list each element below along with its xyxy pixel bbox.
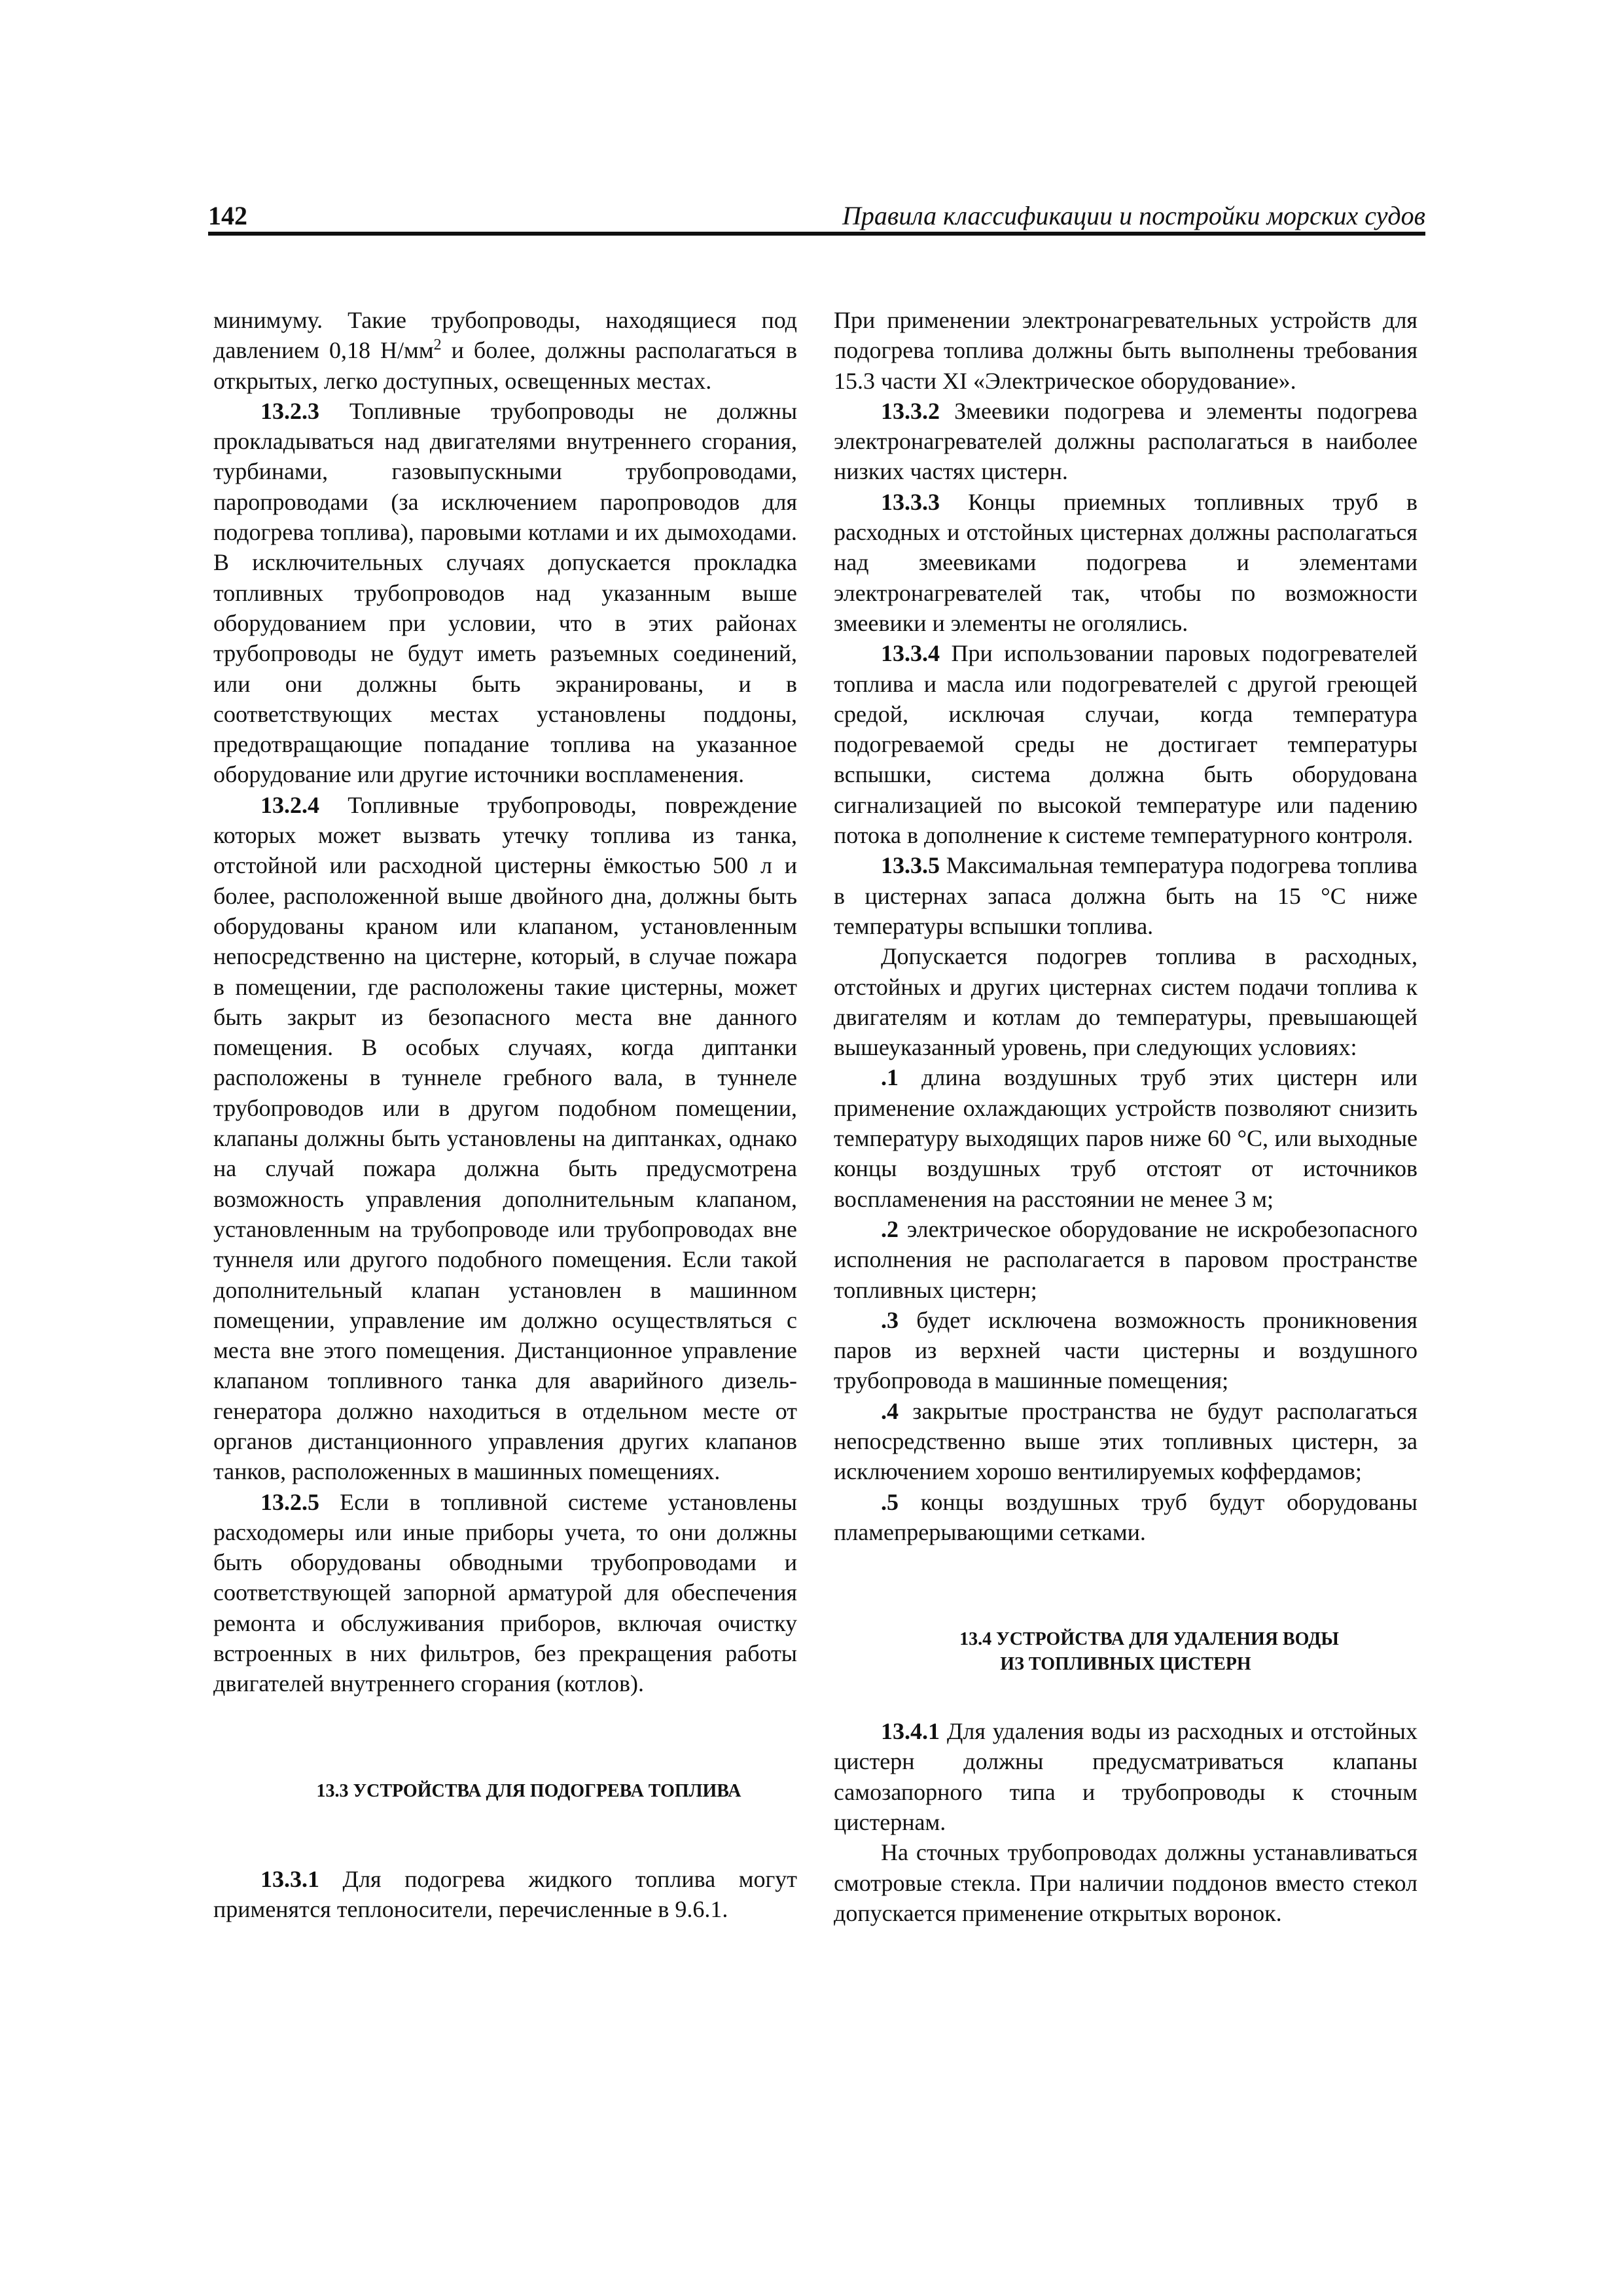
paragraph-text: Для удаления воды из расходных и отстойных цистерн должны предусматриваться клапаны самозапорного типа и трубопроводы к сточным цистернам.: [834, 1718, 1418, 1836]
page-number: 142: [208, 201, 247, 230]
clause-number: 13.3.5: [881, 852, 940, 879]
item-number: .4: [881, 1397, 899, 1424]
clause-number: 13.2.4: [260, 791, 319, 818]
paragraph-text: Топливные трубопроводы, повреждение которых может вызвать утечку топлива из танка, отстойной или расходной цистерны ёмкостью 500 л и более, расположенной выше двойного дна, должны быть оборудованы краном или клапаном, установленным непосредственно на цистерне, который, в случае пожара в помещении, где расположены такие цистерны, может быть закрыт из безопасного места вне данного помещения. В особых случаях, когда диптанки расположены в туннеле гребного вала, в туннеле трубопроводов или в другом подобном помещении, клапаны должны быть установлены на диптанках, однако на случай пожара должна быть предусмотрена возможность управления дополнительным клапаном, установленным на трубопроводе или трубопроводах вне туннеля или другого подобного помещения. Если такой дополнительный клапан установлен в машинном помещении, управление им должно осуществляться с места вне этого помещения. Дистанционное управление клапаном топливного танка для аварийного дизель-генератора должно находиться в отдельном месте от органов дистанционного управления других клапанов танков, расположенных в машинных помещениях.: [213, 791, 797, 1485]
clause-number: 13.3.3: [881, 488, 940, 515]
clause-number: 13.2.5: [260, 1488, 319, 1515]
paragraph-text: Змеевики подогрева и элементы подогрева электронагревателей должны располагаться в наиболее низких частях цистерн.: [834, 397, 1418, 485]
paragraph-continuation: [213, 305, 797, 396]
clause-number: 13.3.4: [881, 640, 940, 667]
paragraph-text: и более, должны располагаться в открытых, легко доступных, освещенных местах.: [213, 337, 797, 394]
clause-number: 13.3.1: [260, 1865, 319, 1892]
list-item-4: [834, 1396, 1418, 1487]
heading-line-1: 13.4 УСТРОЙСТВА ДЛЯ УДАЛЕНИЯ ВОДЫ: [959, 1629, 1339, 1650]
item-number: .3: [881, 1306, 899, 1333]
clause-number: 13.4.1: [881, 1718, 940, 1745]
paragraph-text: Для подогрева жидкого топлива могут применятся теплоносители, перечисленные в 9.6.1.: [213, 1865, 797, 1922]
paragraph-13-2-3: [213, 396, 797, 790]
paragraph-13-2-4: [213, 790, 797, 1487]
page-header: [208, 200, 1425, 236]
section-heading-13-4: [834, 1627, 1418, 1677]
superscript: 2: [433, 336, 442, 354]
item-text: будет исключена возможность проникновения паров из верхней части цистерны и воздушного трубопровода в машинные помещения;: [834, 1306, 1418, 1394]
item-text: длина воздушных труб этих цистерн или применение охлаждающих устройств позволяют снизить температуру выходящих паров ниже 60 °С, или выходные концы воздушных труб отстоят от источников воспламенения на расстоянии не менее 3 м;: [834, 1064, 1418, 1212]
paragraph-conditions: Допускается подогрев топлива в расходных, отстойных и других цистернах систем подачи топлива к двигателям и котлам до температуры, превышающей вышеуказанный уровень, при следующих условиях:: [834, 943, 1418, 1061]
paragraph-text: При использовании паровых подогревателей топлива и масла или подогревателей с другой греющей средой, исключая случаи, когда температура подогреваемой среды не достигает температуры вспышки, система должна быть оборудована сигнализацией по высокой температуре или падению потока в дополнение к системе температурного контроля.: [834, 640, 1418, 849]
paragraph-13-3-3: [834, 487, 1418, 638]
clause-number: 13.3.2: [881, 397, 940, 424]
paragraph-13-4-1: [834, 1716, 1418, 1837]
paragraph-text: Концы приемных топливных труб в расходных и отстойных цистернах должны располагаться над змеевиками подогрева и элементами электронагревателей так, чтобы по возможности змеевики и элементы не оголялись.: [834, 488, 1418, 636]
paragraph-text: Если в топливной системе установлены расходомеры или иные приборы учета, то они должны быть оборудованы обводными трубопроводами и соответствующей запорной арматурой для обеспечения ремонта и обслуживания приборов, включая очистку встроенных в них фильтров, без прекращения работы двигателей внутреннего сгорания (котлов).: [213, 1488, 797, 1697]
paragraph-13-3-1: [213, 1864, 797, 1925]
paragraph-text: минимуму. Такие трубопроводы, находящиеся под давлением 0,18 Н/мм: [213, 307, 797, 364]
item-number: .5: [881, 1488, 899, 1515]
item-number: .2: [881, 1215, 899, 1242]
paragraph-sight-glasses: На сточных трубопроводах должны устанавливаться смотровые стекла. При наличии поддонов вместо стекол допускается применение открытых воронок.: [834, 1839, 1418, 1926]
list-item-3: [834, 1305, 1418, 1396]
section-heading-13-3: 13.3 УСТРОЙСТВА ДЛЯ ПОДОГРЕВА ТОПЛИВА: [316, 1780, 741, 1801]
paragraph-continuation: При применении электронагревательных устройств для подогрева топлива должны быть выполнены требования 15.3 части XI «Электрическое оборудование».: [834, 307, 1418, 394]
item-number: .1: [881, 1064, 899, 1091]
running-title: Правила классификации и постройки морских судов: [842, 201, 1425, 230]
list-item-1: [834, 1062, 1418, 1213]
paragraph-text: Топливные трубопроводы не должны прокладываться над двигателями внутреннего сгорания, турбинами, газовыпускными трубопроводами, паропроводами (за исключением паропроводов для подогрева топлива), паровыми котлами и их дымоходами. В исключительных случаях допускается прокладка топливных трубопроводов над указанным выше оборудованием при условии, что в этих районах трубопроводы не будут иметь разъемных соединений, или они должны быть экранированы, и в соответствующих местах установлены поддоны, предотвращающие попадание топлива на указанное оборудование или другие источники воспламенения.: [213, 397, 797, 788]
paragraph-text: Максимальная температура подогрева топлива в цистернах запаса должна быть на 15 °С ниже температуры вспышки топлива.: [834, 852, 1418, 939]
item-text: закрытые пространства не будут располагаться непосредственно выше этих топливных цистерн, за исключением хорошо вентилируемых коффердамов;: [834, 1397, 1418, 1485]
paragraph-13-3-2: [834, 396, 1418, 487]
paragraph-13-2-5: [213, 1487, 797, 1699]
item-text: электрическое оборудование не искробезопасного исполнения не располагается в паровом пространстве топливных цистерн;: [834, 1215, 1418, 1303]
list-item-2: [834, 1214, 1418, 1305]
paragraph-13-3-5: [834, 850, 1418, 941]
left-column: [213, 305, 797, 1924]
list-item-5: [834, 1487, 1418, 1548]
clause-number: 13.2.3: [260, 397, 319, 424]
heading-line-2: ИЗ ТОПЛИВНЫХ ЦИСТЕРН: [1000, 1654, 1251, 1675]
paragraph-13-3-4: [834, 638, 1418, 850]
right-column: [834, 305, 1418, 1928]
item-text: концы воздушных труб будут оборудованы пламепрерывающими сетками.: [834, 1488, 1418, 1545]
